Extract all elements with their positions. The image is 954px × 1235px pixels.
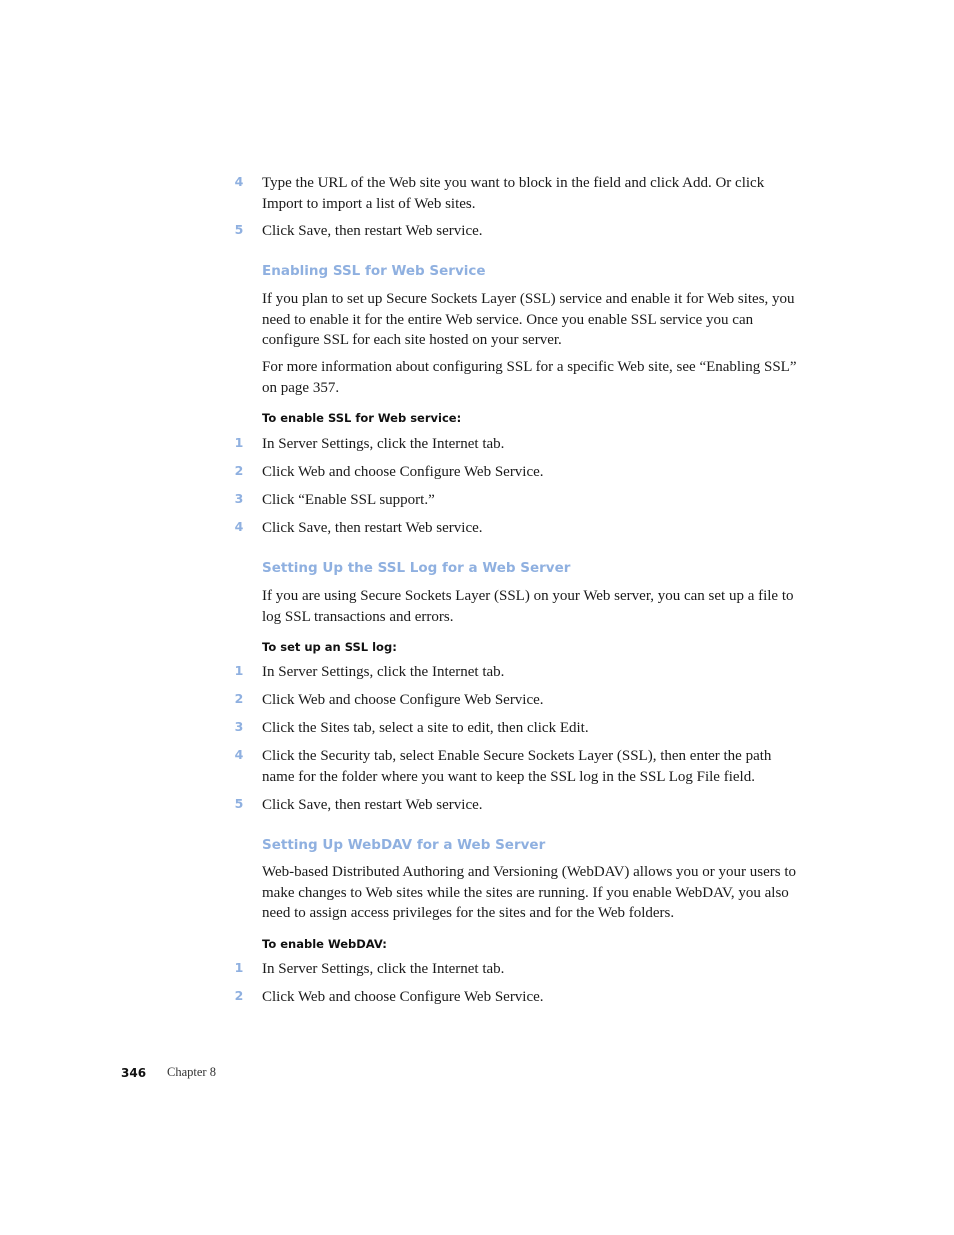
step-number: 4 <box>234 747 244 762</box>
section-paragraph: For more information about configuring SSL for a specific Web site, see “Enabling SSL” on page 357. <box>262 359 797 396</box>
chapter-label: Chapter 8 <box>167 1065 216 1079</box>
step-text: Click Web and choose Configure Web Service. <box>262 692 544 708</box>
step-text: Click Web and choose Configure Web Service. <box>262 989 544 1005</box>
page-number: 346 <box>121 1066 147 1080</box>
step-number: 2 <box>234 463 244 478</box>
section-heading-ssl-log: Setting Up the SSL Log for a Web Server <box>262 560 571 576</box>
step-number: 2 <box>234 988 244 1003</box>
section-heading-webdav: Setting Up WebDAV for a Web Server <box>262 837 546 853</box>
step-text: In Server Settings, click the Internet tab. <box>262 961 505 977</box>
procedure-heading: To enable SSL for Web service: <box>262 411 462 425</box>
procedure-heading: To enable WebDAV: <box>262 937 387 951</box>
step-number: 3 <box>234 719 244 734</box>
step-number: 5 <box>234 222 244 237</box>
step-text: In Server Settings, click the Internet tab. <box>262 664 505 680</box>
step-number: 1 <box>234 960 244 975</box>
step-text: Click the Security tab, select Enable Secure Sockets Layer (SSL), then enter the path name for the folder where you want to keep the SSL log in the SSL Log File field. <box>262 748 772 785</box>
step-text: Type the URL of the Web site you want to block in the field and click Add. Or click Import to import a list of Web sites. <box>262 175 765 212</box>
procedure-heading: To set up an SSL log: <box>262 640 397 654</box>
step-number: 1 <box>234 435 244 450</box>
step-text: Click Save, then restart Web service. <box>262 797 483 813</box>
step-text: In Server Settings, click the Internet tab. <box>262 436 505 452</box>
step-text: Click the Sites tab, select a site to edit, then click Edit. <box>262 720 589 736</box>
section-paragraph: If you plan to set up Secure Sockets Layer (SSL) service and enable it for Web sites, you need to enable it for the entire Web service. Once you enable SSL service you can configure SSL for each site hosted on your server. <box>262 291 795 348</box>
step-number: 3 <box>234 491 244 506</box>
step-number: 4 <box>234 519 244 534</box>
step-text: Click Web and choose Configure Web Service. <box>262 464 544 480</box>
step-number: 1 <box>234 663 244 678</box>
step-text: Click Save, then restart Web service. <box>262 223 483 239</box>
section-paragraph: Web-based Distributed Authoring and Versioning (WebDAV) allows you or your users to make changes to Web sites while the sites are running. If you enable WebDAV, you also need to assign access privileges for the sites and for the Web folders. <box>262 864 797 921</box>
step-number: 4 <box>234 174 244 189</box>
step-text: Click Save, then restart Web service. <box>262 520 483 536</box>
step-number: 5 <box>234 796 244 811</box>
section-heading-enabling-ssl: Enabling SSL for Web Service <box>262 263 486 279</box>
page-footer <box>121 1064 216 1082</box>
step-number: 2 <box>234 691 244 706</box>
step-text: Click “Enable SSL support.” <box>262 492 435 508</box>
section-paragraph: If you are using Secure Sockets Layer (SSL) on your Web server, you can set up a file to log SSL transactions and errors. <box>262 588 794 625</box>
